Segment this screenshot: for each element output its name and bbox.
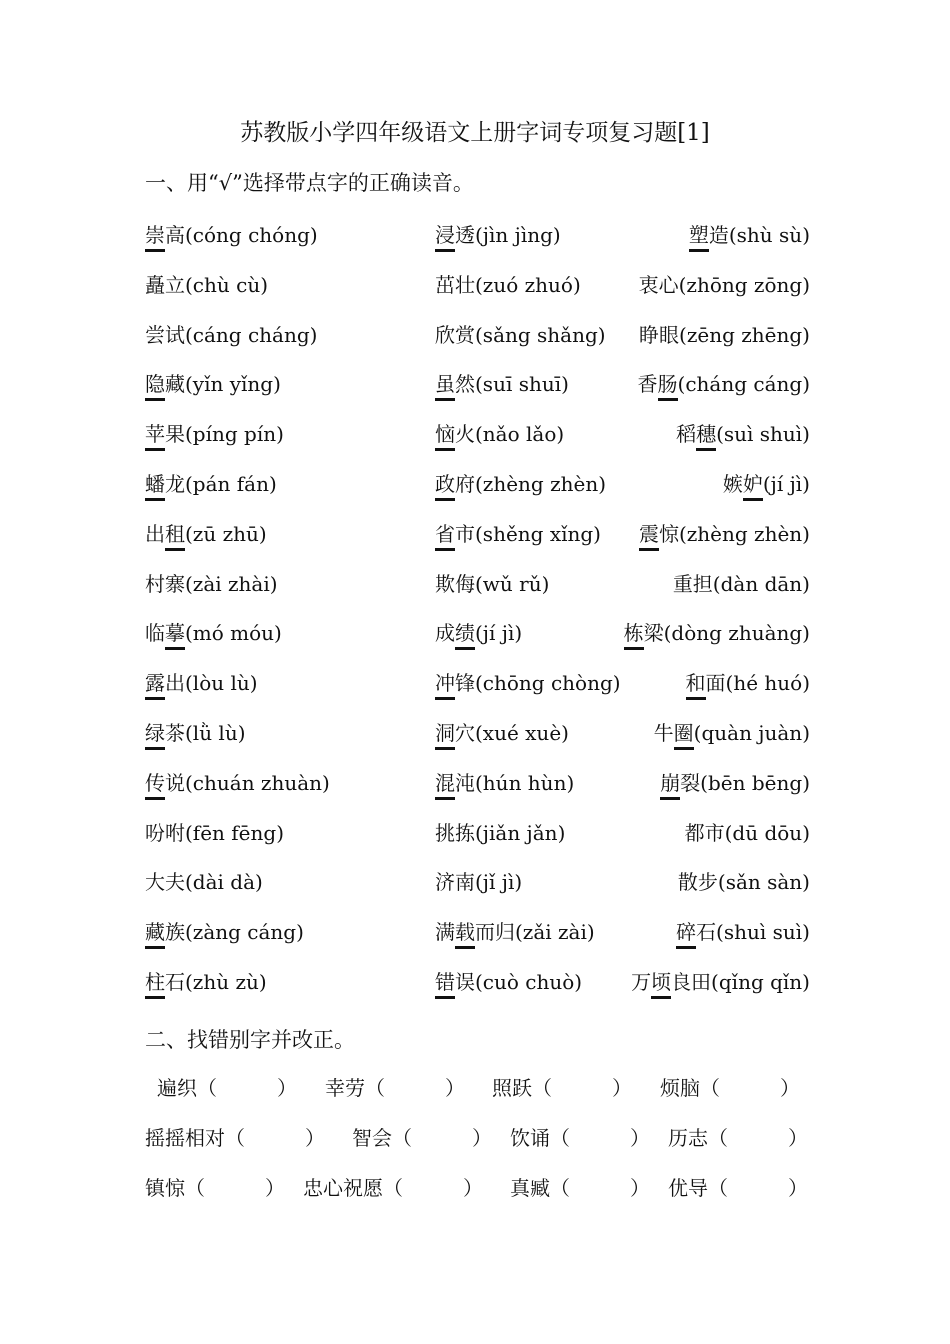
word-item xyxy=(435,865,522,899)
word-pinyin: 都市(dū dōu) xyxy=(684,821,810,845)
marked-character: 绩 xyxy=(455,621,475,650)
section-1-heading: 一、用“√”选择带点字的正确读音。 xyxy=(145,171,474,195)
word-pinyin: 出(lòu lù) xyxy=(165,671,258,695)
word-item xyxy=(435,766,574,800)
word-item xyxy=(145,666,258,700)
word-pinyin: 欺侮(wǔ rǔ) xyxy=(435,572,550,596)
word-pinyin: (mó móu) xyxy=(185,621,282,645)
word-row xyxy=(145,268,810,302)
marked-character: 穗 xyxy=(696,422,716,451)
word-item xyxy=(631,965,810,999)
word-row xyxy=(145,915,810,949)
typo-item: 真臧（ ） xyxy=(510,1176,650,1200)
word-item xyxy=(435,467,606,501)
word-item xyxy=(624,616,810,650)
word-item xyxy=(676,417,810,451)
word-item xyxy=(660,766,810,800)
word-text: 牛 xyxy=(653,721,674,745)
word-item xyxy=(435,616,522,650)
marked-character: 塑 xyxy=(689,223,709,252)
word-pinyin: (quàn juàn) xyxy=(693,721,810,745)
word-row xyxy=(145,766,810,800)
word-item xyxy=(435,268,581,302)
word-pinyin: (jí jì) xyxy=(475,621,523,645)
word-pinyin: 村寨(zài zhài) xyxy=(145,572,278,596)
word-item xyxy=(435,965,582,999)
typo-row xyxy=(145,1171,810,1205)
marked-character: 洞 xyxy=(435,721,455,750)
word-pinyin: 石(shuì suì) xyxy=(696,920,810,944)
word-item xyxy=(685,816,810,850)
word-pinyin: 府(zhèng zhèn) xyxy=(455,472,607,496)
word-row xyxy=(145,716,810,750)
page-title: 苏教版小学四年级语文上册字词专项复习题[1] xyxy=(240,120,710,146)
word-pinyin: 欣赏(sǎng shǎng) xyxy=(435,323,606,347)
typo-row xyxy=(145,1121,810,1155)
word-pinyin: 造(shù sù) xyxy=(708,223,810,247)
section-2-heading: 二、找错别字并改正。 xyxy=(145,1028,355,1052)
marked-character: 绿 xyxy=(145,721,165,750)
typo-item: 幸劳（ ） xyxy=(325,1076,465,1100)
word-pinyin: 重担(dàn dān) xyxy=(672,572,810,596)
word-item xyxy=(639,517,810,551)
word-item xyxy=(676,915,810,949)
marked-character: 圈 xyxy=(674,721,694,750)
marked-character: 政 xyxy=(435,472,455,501)
typo-item: 饮诵（ ） xyxy=(510,1126,650,1150)
marked-character: 柱 xyxy=(145,970,165,999)
marked-character: 藏 xyxy=(145,920,165,949)
word-item xyxy=(435,567,549,601)
marked-character: 震 xyxy=(639,522,659,551)
word-pinyin: (jí jì) xyxy=(762,472,810,496)
word-item xyxy=(723,467,810,501)
word-item xyxy=(435,915,595,949)
word-row xyxy=(145,367,810,401)
word-pinyin: 而归(zǎi zài) xyxy=(475,920,595,944)
word-item xyxy=(145,816,284,850)
typo-item: 镇惊（ ） xyxy=(145,1176,285,1200)
word-item xyxy=(435,417,564,451)
word-item xyxy=(145,965,267,999)
word-pinyin: 挑拣(jiǎn jǎn) xyxy=(435,821,566,845)
word-pinyin: 吩咐(fēn fēng) xyxy=(145,821,285,845)
word-item xyxy=(638,367,810,401)
word-row xyxy=(145,666,810,700)
word-item xyxy=(145,616,282,650)
marked-character: 崩 xyxy=(660,771,680,800)
word-pinyin: 尝试(cáng cháng) xyxy=(145,323,318,347)
typo-item: 智会（ ） xyxy=(352,1126,492,1150)
word-item xyxy=(145,517,267,551)
word-item xyxy=(639,268,810,302)
typo-item: 摇摇相对（ ） xyxy=(145,1126,325,1150)
word-pinyin: 茶(lǜ lù) xyxy=(165,721,246,745)
word-row xyxy=(145,567,810,601)
word-pinyin: (zū zhū) xyxy=(185,522,267,546)
marked-character: 载 xyxy=(455,920,475,949)
marked-character: 肠 xyxy=(658,372,678,401)
marked-character: 妒 xyxy=(743,472,763,501)
word-item xyxy=(435,218,561,252)
word-item xyxy=(145,915,304,949)
marked-character: 错 xyxy=(435,970,455,999)
marked-character: 隐 xyxy=(145,372,165,401)
marked-character: 摹 xyxy=(165,621,185,650)
marked-character: 冲 xyxy=(435,671,455,700)
word-pinyin: 大夫(dài dà) xyxy=(145,870,263,894)
word-item xyxy=(435,666,621,700)
word-pinyin: 龙(pán fán) xyxy=(165,472,277,496)
marked-character: 栋 xyxy=(624,621,644,650)
word-pinyin: 透(jìn jìng) xyxy=(455,223,561,247)
word-item xyxy=(435,716,569,750)
word-pinyin: 面(hé huó) xyxy=(705,671,810,695)
word-item xyxy=(686,666,810,700)
word-item xyxy=(145,218,318,252)
word-pinyin: 市(shěng xǐng) xyxy=(455,522,601,546)
word-row xyxy=(145,865,810,899)
word-item xyxy=(145,766,330,800)
marked-character: 蟠 xyxy=(145,472,165,501)
word-row xyxy=(145,965,810,999)
typo-item: 优导（ ） xyxy=(668,1176,808,1200)
word-pinyin: 矗立(chù cù) xyxy=(145,273,269,297)
marked-character: 虽 xyxy=(435,372,455,401)
marked-character: 传 xyxy=(145,771,165,800)
word-item xyxy=(639,318,810,352)
word-item xyxy=(145,367,281,401)
word-pinyin: 高(cóng chóng) xyxy=(165,223,318,247)
marked-character: 省 xyxy=(435,522,455,551)
word-pinyin: 穴(xué xuè) xyxy=(455,721,569,745)
word-pinyin: 衷心(zhōng zōng) xyxy=(638,273,810,297)
word-pinyin: 惊(zhèng zhèn) xyxy=(658,522,810,546)
word-pinyin: 果(píng pín) xyxy=(165,422,284,446)
word-pinyin: (cháng cáng) xyxy=(677,372,810,396)
word-pinyin: 沌(hún hùn) xyxy=(455,771,575,795)
word-row xyxy=(145,318,810,352)
word-item xyxy=(435,816,565,850)
typo-item: 照跃（ ） xyxy=(492,1076,632,1100)
word-pinyin: 然(suī shuī) xyxy=(455,372,569,396)
word-item xyxy=(145,567,278,601)
word-item xyxy=(435,367,569,401)
typo-item: 遍织（ ） xyxy=(157,1076,297,1100)
marked-character: 苹 xyxy=(145,422,165,451)
word-row xyxy=(145,218,810,252)
word-item xyxy=(673,567,810,601)
word-pinyin: 火(nǎo lǎo) xyxy=(455,422,565,446)
word-item xyxy=(435,517,601,551)
typo-item: 忠心祝愿（ ） xyxy=(303,1176,483,1200)
word-item xyxy=(435,318,606,352)
word-item xyxy=(145,318,317,352)
word-item xyxy=(654,716,810,750)
typo-item: 历志（ ） xyxy=(668,1126,808,1150)
word-item xyxy=(678,865,810,899)
word-item xyxy=(145,716,246,750)
word-text: 成 xyxy=(435,621,455,645)
word-text: 出 xyxy=(145,522,165,546)
word-row xyxy=(145,417,810,451)
word-pinyin: 散步(sǎn sàn) xyxy=(677,870,810,894)
marked-character: 混 xyxy=(435,771,455,800)
word-text: 稻 xyxy=(676,422,697,446)
word-item xyxy=(145,417,284,451)
word-item xyxy=(689,218,810,252)
word-pinyin: 裂(bēn bēng) xyxy=(680,771,810,795)
word-pinyin: 梁(dòng zhuàng) xyxy=(643,621,810,645)
word-pinyin: 族(zàng cáng) xyxy=(165,920,304,944)
word-pinyin: 锋(chōng chòng) xyxy=(455,671,621,695)
word-text: 临 xyxy=(145,621,165,645)
marked-character: 租 xyxy=(165,522,185,551)
word-pinyin: 误(cuò chuò) xyxy=(455,970,583,994)
marked-character: 碎 xyxy=(676,920,696,949)
word-text: 香 xyxy=(637,372,658,396)
word-pinyin: (suì shuì) xyxy=(716,422,810,446)
typo-row xyxy=(145,1071,810,1105)
marked-character: 和 xyxy=(686,671,706,700)
marked-character: 恼 xyxy=(435,422,455,451)
word-pinyin: 藏(yǐn yǐng) xyxy=(165,372,281,396)
word-item xyxy=(145,467,277,501)
word-item xyxy=(145,268,268,302)
word-pinyin: 说(chuán zhuàn) xyxy=(165,771,330,795)
marked-character: 浸 xyxy=(435,223,455,252)
word-row xyxy=(145,517,810,551)
word-pinyin: 石(zhù zù) xyxy=(165,970,267,994)
word-pinyin: 良田(qǐng qǐn) xyxy=(671,970,810,994)
marked-character: 顷 xyxy=(651,970,671,999)
word-item xyxy=(145,865,263,899)
word-text: 万 xyxy=(631,970,652,994)
word-row xyxy=(145,816,810,850)
marked-character: 崇 xyxy=(145,223,165,252)
word-row xyxy=(145,467,810,501)
word-pinyin: 济南(jǐ jì) xyxy=(435,870,523,894)
marked-character: 露 xyxy=(145,671,165,700)
word-row xyxy=(145,616,810,650)
word-text: 满 xyxy=(435,920,455,944)
typo-item: 烦脑（ ） xyxy=(660,1076,800,1100)
word-text: 嫉 xyxy=(722,472,743,496)
word-pinyin: 茁壮(zuó zhuó) xyxy=(435,273,581,297)
word-pinyin: 睁眼(zēng zhēng) xyxy=(639,323,810,347)
